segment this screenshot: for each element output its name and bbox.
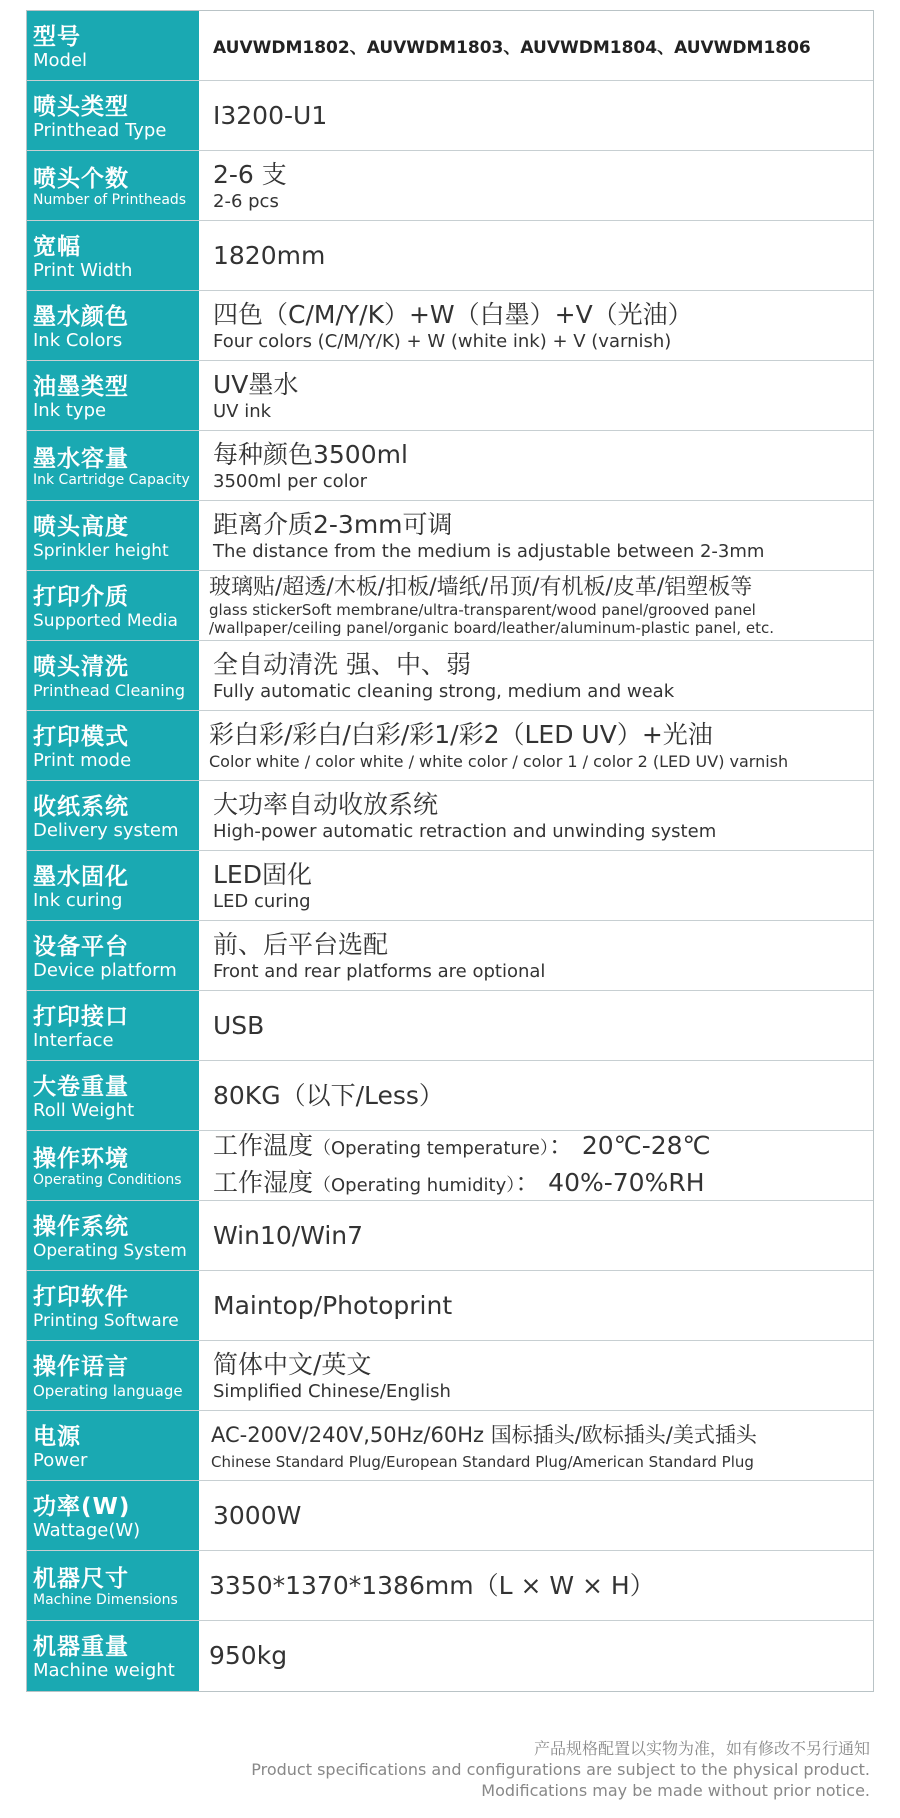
spec-row-interface [27,991,873,1061]
label-cell [27,11,199,80]
value-en: High-power automatic retraction and unwinding system [213,820,717,842]
temperature-value: ： 20℃-28℃ [548,1131,711,1160]
label-cell [27,1481,199,1550]
label-cell [27,1061,199,1130]
label-cell [27,291,199,360]
value-en: Fully automatic cleaning strong, medium and weak [213,680,675,702]
label-en: Ink type [33,399,107,421]
label-en: Ink curing [33,889,123,911]
value-main: Win10/Win7 [213,1220,364,1250]
label-cell [27,641,199,710]
value-en: Chinese Standard Plug/European Standard Plug/American Standard Plug [211,1452,754,1471]
spec-row-ink-curing [27,851,873,921]
label-en: Printhead Type [33,119,167,141]
spec-row-printing-software [27,1271,873,1341]
value-en: Front and rear platforms are optional [213,960,546,982]
value-cell [199,1061,873,1130]
value-main: 距离介质2-3mm可调 [213,509,453,539]
label-cell [27,81,199,150]
value-en: Simplified Chinese/English [213,1380,451,1402]
value-cell [199,1131,873,1200]
temperature-label: 工作温度 [213,1131,314,1160]
value-cell [199,11,873,80]
value-cell [199,1201,873,1270]
label-cell [27,711,199,780]
label-en: Machine Dimensions [33,1592,178,1608]
label-cell [27,851,199,920]
label-en: Ink Cartridge Capacity [33,472,190,488]
spec-row-print-width [27,221,873,291]
label-en: Printing Software [33,1310,179,1331]
label-zh: 喷头类型 [33,93,129,120]
model-value: AUVWDM1802、AUVWDM1803、AUVWDM1804、AUVWDM1806 [213,38,811,58]
label-zh: 喷头高度 [33,513,129,540]
label-en: Power [33,1449,88,1471]
value-cell [199,571,873,640]
humidity-line [213,1166,863,1201]
spec-row-sprinkler-height [27,501,873,571]
label-zh: 机器尺寸 [33,1566,129,1592]
label-en: Wattage(W) [33,1519,141,1541]
value-main: 简体中文/英文 [213,1349,372,1379]
value-en: Four colors (C/M/Y/K) + W (white ink) + V (varnish) [213,330,672,352]
label-en: Interface [33,1029,114,1051]
humidity-label: 工作湿度 [213,1167,314,1197]
label-en: Device platform [33,959,177,981]
label-zh: 功率(W) [33,1493,131,1520]
label-zh: 收纸系统 [33,793,129,820]
label-en: Model [33,49,88,71]
label-cell [27,361,199,430]
spec-row-power [27,1411,873,1481]
value-cell [199,361,873,430]
label-cell [27,921,199,990]
value-cell [199,1271,873,1340]
value-main: 950kg [209,1641,288,1670]
label-zh: 操作语言 [33,1353,129,1380]
label-en: Supported Media [33,610,178,631]
label-zh: 机器重量 [33,1634,129,1660]
value-cell [199,781,873,850]
label-en: Number of Printheads [33,192,187,208]
label-zh: 电源 [33,1423,81,1450]
value-cell [199,221,873,290]
spec-row-machine-weight [27,1621,873,1691]
spec-row-printhead-type [27,81,873,151]
value-en: 3500ml per color [213,470,368,492]
label-en: Operating System [33,1240,187,1261]
label-zh: 喷头个数 [33,166,129,192]
value-main: 80KG（以下/Less） [213,1080,444,1110]
label-cell [27,221,199,290]
value-main: I3200-U1 [213,100,328,130]
value-cell [199,291,873,360]
label-cell [27,1201,199,1270]
humidity-value: ： 40%-70%RH [515,1167,705,1197]
humidity-label-en: （Operating humidity） [313,1174,516,1196]
label-zh: 大卷重量 [33,1073,129,1100]
label-en: Roll Weight [33,1099,135,1121]
label-zh: 墨水容量 [33,446,129,472]
disclaimer-en-line2: Modifications may be made without prior notice. [481,1781,870,1800]
value-main: 前、后平台选配 [213,929,389,959]
label-zh: 操作系统 [33,1213,129,1240]
label-cell [27,1341,199,1410]
label-cell [27,1621,199,1691]
label-cell [27,501,199,570]
value-cell [199,1481,873,1550]
value-en: glass stickerSoft membrane/ultra-transparent/wood panel/grooved panel /wallpaper/ceiling panel/organic board/leather/aluminum-plastic panel, etc. [209,600,774,637]
value-en: The distance from the medium is adjustable between 2-3mm [213,540,765,562]
label-zh: 宽幅 [33,233,81,260]
label-cell [27,781,199,850]
value-cell [199,1341,873,1410]
spec-row-ink-colors [27,291,873,361]
label-cell [27,991,199,1060]
value-main: 1820mm [213,240,326,270]
spec-row-print-mode [27,711,873,781]
value-en: LED curing [213,890,311,912]
value-main: 3000W [213,1500,302,1530]
label-en: Ink Colors [33,329,123,351]
label-cell [27,1271,199,1340]
label-en: Operating language [33,1381,183,1400]
value-cell [199,501,873,570]
label-zh: 墨水固化 [33,863,129,890]
value-main: Maintop/Photoprint [213,1290,453,1320]
value-main: 2-6 支 [213,159,287,189]
spec-row-operating-conditions [27,1131,873,1201]
label-zh: 打印介质 [33,583,129,610]
value-cell [199,1621,873,1691]
label-cell [27,431,199,500]
label-cell [27,151,199,220]
disclaimer-en-line1: Product specifications and configurations are subject to the physical product. [251,1760,870,1779]
spec-row-printhead-count [27,151,873,221]
temperature-line [213,1131,863,1166]
spec-row-wattage [27,1481,873,1551]
label-zh: 操作环境 [33,1146,129,1172]
value-cell [199,151,873,220]
value-main: USB [213,1010,265,1040]
label-zh: 型号 [33,23,81,50]
spec-row-supported-media [27,571,873,641]
spec-row-delivery-system [27,781,873,851]
label-zh: 墨水颜色 [33,303,129,330]
value-main: 四色（C/M/Y/K）+W（白墨）+V（光油） [213,299,693,329]
value-main: 全自动清洗 强、中、弱 [213,649,471,679]
value-en: 2-6 pcs [213,190,279,212]
value-cell [199,1551,873,1620]
disclaimer-footer [251,1738,870,1801]
label-zh: 打印接口 [33,1003,129,1030]
value-cell [199,921,873,990]
value-cell [199,991,873,1060]
label-cell [27,1551,199,1620]
value-main: 玻璃贴/超透/木板/扣板/墙纸/吊顶/有机板/皮革/铝塑板等 [209,574,753,600]
spec-row-printhead-cleaning [27,641,873,711]
value-main: AC-200V/240V,50Hz/60Hz 国标插头/欧标插头/美式插头 [211,1422,757,1447]
value-cell [199,851,873,920]
label-en: Print Width [33,259,133,281]
spec-row-operating-language [27,1341,873,1411]
value-cell [199,1411,873,1480]
spec-row-ink-capacity [27,431,873,501]
label-en: Operating Conditions [33,1172,182,1188]
value-main: 彩白彩/彩白/白彩/彩1/彩2（LED UV）+光油 [209,719,713,749]
label-cell [27,1411,199,1480]
value-cell [199,81,873,150]
label-en: Machine weight [33,1660,175,1681]
value-en: UV ink [213,400,272,422]
label-zh: 喷头清洗 [33,653,129,680]
label-en: Printhead Cleaning [33,680,185,700]
label-en: Sprinkler height [33,540,169,561]
temperature-label-en: （Operating temperature） [313,1137,549,1159]
value-cell [199,711,873,780]
spec-table [26,10,874,1692]
value-cell [199,431,873,500]
value-main: 每种颜色3500ml [213,439,408,469]
label-zh: 设备平台 [33,933,129,960]
spec-row-device-platform [27,921,873,991]
value-main: UV墨水 [213,369,299,399]
label-en: Delivery system [33,819,179,841]
value-main: LED固化 [213,859,312,889]
label-zh: 打印软件 [33,1283,129,1310]
label-zh: 油墨类型 [33,373,129,400]
spec-row-machine-dimensions [27,1551,873,1621]
value-main: 3350*1370*1386mm（L × W × H） [209,1570,655,1600]
value-cell [199,641,873,710]
spec-row-operating-system [27,1201,873,1271]
disclaimer-zh: 产品规格配置以实物为准，如有修改不另行通知 [533,1739,870,1758]
value-en: Color white / color white / white color / color 1 / color 2 (LED UV) varnish [209,751,789,771]
label-en: Print mode [33,749,132,771]
label-cell [27,1131,199,1200]
spec-row-model [27,11,873,81]
spec-row-roll-weight [27,1061,873,1131]
label-cell [27,571,199,640]
label-zh: 打印模式 [33,723,129,750]
spec-row-ink-type [27,361,873,431]
value-main: 大功率自动收放系统 [213,789,439,819]
